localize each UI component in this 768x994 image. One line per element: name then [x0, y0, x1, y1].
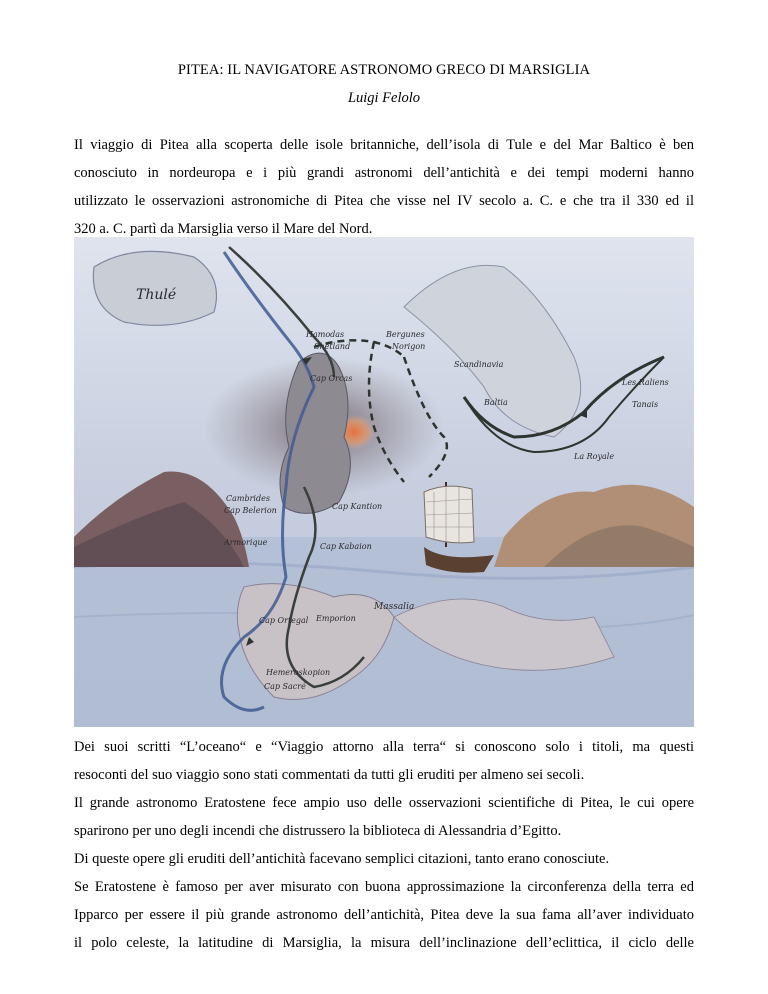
paragraph-line: il polo celeste, la latitudine di Marsiglia, la misura dell’inclinazione dell’eclittica, il ciclo delle	[74, 935, 694, 951]
map-label-tanais: Tanais	[632, 400, 659, 409]
map-label-emporion: Emporion	[316, 614, 356, 623]
map-label-cap-ortegal: Cap Ortegal	[259, 616, 309, 625]
map-label-thule: Thulé	[136, 287, 177, 303]
paragraph-intro	[74, 131, 694, 243]
paragraph-line: 320 a. C. partì da Marsiglia verso il Mare del Nord.	[74, 221, 373, 237]
document-title: PITEA: IL NAVIGATORE ASTRONOMO GRECO DI MARSIGLIA	[177, 62, 591, 78]
map-label-cap-orcas: Cap Orcas	[310, 374, 353, 383]
map-label-les-raliens: Les Raliens	[622, 378, 669, 387]
map-label-cap-belerion: Cap Belerion	[224, 506, 277, 515]
map-label-hamodas: Hamodas	[306, 330, 345, 339]
voyage-map-illustration	[74, 237, 694, 727]
paragraph-line: Ipparco per essere il più grande astronomo dell’antichità, Pitea deve la sua fama all’aver individuato	[74, 907, 694, 923]
map-label-norigon: Norigon	[392, 342, 426, 351]
map-label-cap-kantion: Cap Kantion	[332, 502, 383, 511]
map-label-armorique: Armorique	[224, 538, 268, 547]
document-author: Luigi Felolo	[347, 90, 421, 106]
map-label-massalia: Massalia	[374, 602, 415, 612]
map-label-cambrides: Cambrides	[226, 494, 270, 503]
paragraph-line: Dei suoi scritti “L’oceano“ e “Viaggio attorno alla terra“ si conoscono solo i titoli, ma questi	[74, 739, 694, 755]
paragraph-line: utilizzato le osservazioni astronomiche di Pitea che visse nel IV secolo a. C. e che tra il 330 ed il	[74, 193, 694, 209]
map-label-baltia: Baltia	[484, 398, 508, 407]
paragraph-line: Di queste opere gli eruditi dell’antichità facevano semplici citazioni, tanto erano conosciute.	[74, 851, 610, 867]
paragraph-body	[74, 733, 694, 957]
paragraph-line: Se Eratostene è famoso per aver misurato con buona approssimazione la circonferenza della terra ed	[74, 879, 694, 895]
map-label-la-royale: La Royale	[574, 452, 615, 461]
map-label-cap-sacre: Cap Sacré	[264, 682, 306, 691]
map-label-cap-kabaion: Cap Kabaion	[320, 542, 372, 551]
paragraph-line: resoconti del suo viaggio sono stati commentati da tutti gli eruditi per almeno sei secoli.	[74, 767, 585, 783]
paragraph-line: conosciuto in nordeuropa e i più grandi astronomi dell’antichità e dei tempi moderni hanno	[74, 165, 694, 181]
map-label-scandinavia: Scandinavia	[454, 360, 504, 369]
paragraph-line: Il viaggio di Pitea alla scoperta delle isole britanniche, dell’isola di Tule e del Mar Baltico è ben	[74, 137, 694, 153]
paragraph-line: sparirono per uno degli incendi che distrussero la biblioteca di Alessandria d’Egitto.	[74, 823, 562, 839]
map-label-hemeroskopion: Hemeroskopion	[266, 668, 331, 677]
map-label-shetland: Shetland	[314, 342, 351, 351]
paragraph-line: Il grande astronomo Eratostene fece ampio uso delle osservazioni scientifiche di Pitea, le cui opere	[74, 795, 694, 811]
map-label-bergunes: Bergunes	[386, 330, 425, 339]
